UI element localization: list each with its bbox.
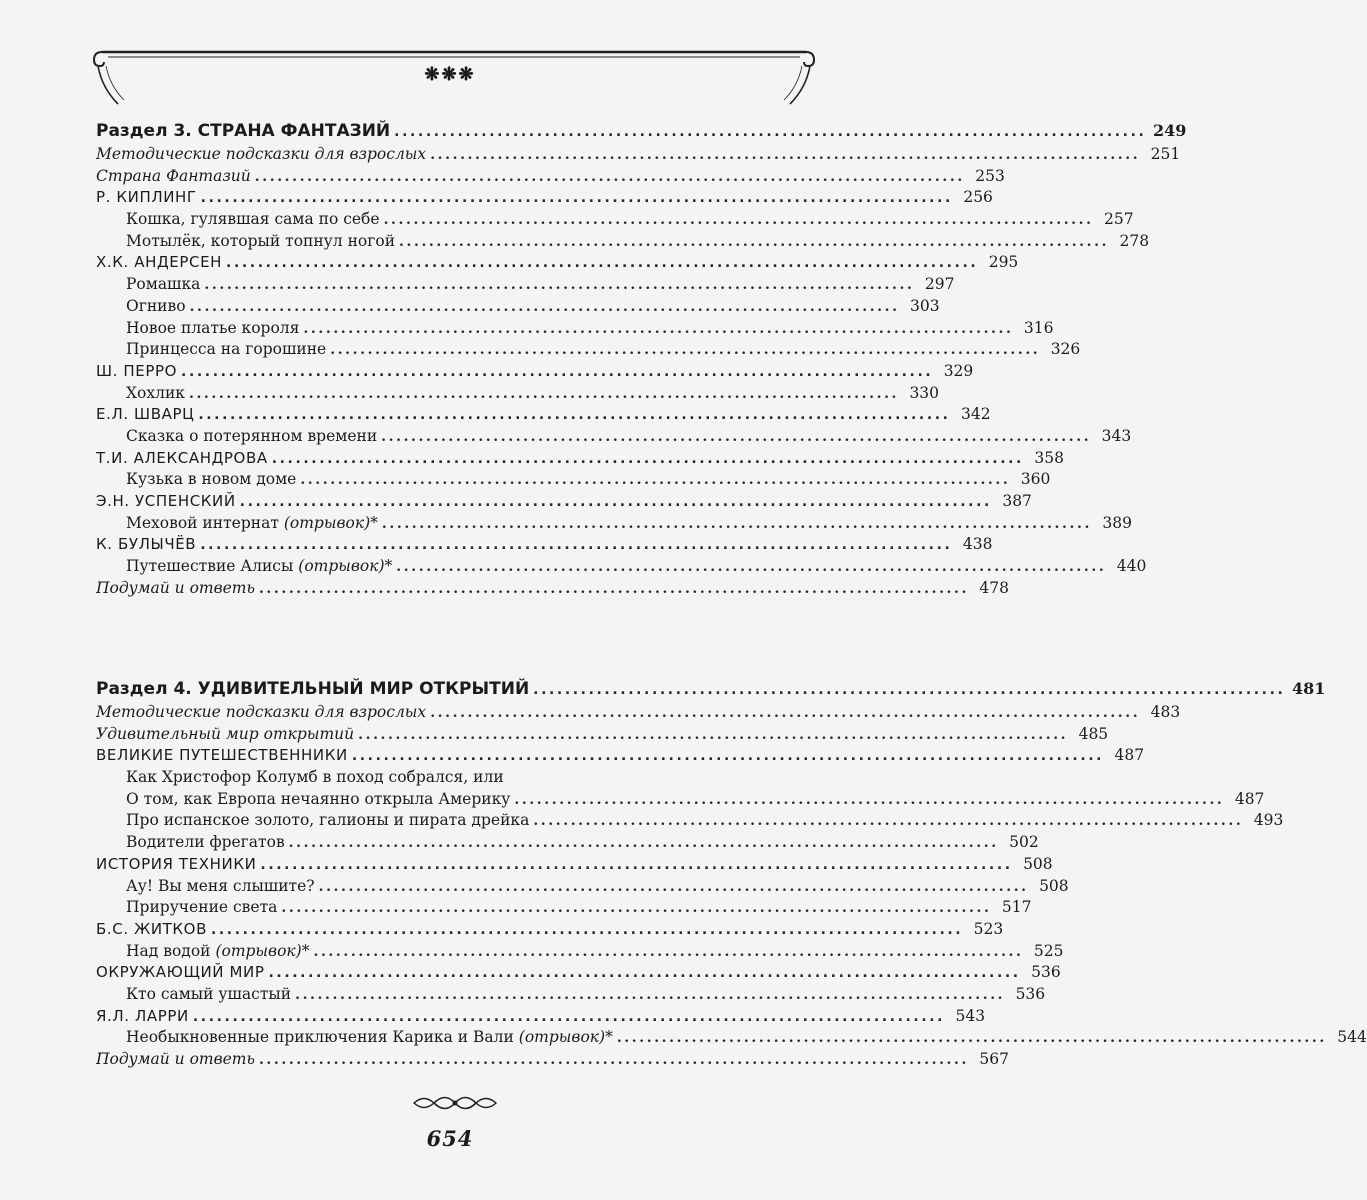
entry-title-text: Ромашка xyxy=(126,275,201,294)
toc-story-entry[interactable] xyxy=(96,318,1054,340)
entry-title xyxy=(96,361,177,383)
page-ref: 508 xyxy=(1023,854,1053,873)
entry-title-text: Новое платье короля xyxy=(126,318,300,337)
entry-title-text: Подумай и ответь xyxy=(96,1050,255,1068)
dot-leader: ............................................................................................... xyxy=(318,878,1029,895)
dot-leader: ............................................................................................... xyxy=(330,342,1041,359)
page-ref: 525 xyxy=(1033,941,1064,960)
dot-leader: ............................................................................................... xyxy=(303,320,1014,337)
entry-title-text: Ш. ПЕРРО xyxy=(96,361,178,380)
toc-story-entry[interactable] xyxy=(96,832,1039,854)
entry-title xyxy=(96,252,222,274)
dot-leader: ............................................................................................... xyxy=(200,537,953,554)
entry-title-text: Я.Л. ЛАРРИ xyxy=(96,1006,189,1025)
entry-note: (отрывок)* xyxy=(298,557,393,576)
entry-title-text: Е.Л. ШВАРЦ xyxy=(96,405,195,424)
toc-author-entry[interactable] xyxy=(96,854,1053,876)
entry-title-text: Ау! Вы меня слышите? xyxy=(126,876,315,895)
dot-leader: ............................................................................................... xyxy=(258,1052,969,1068)
dot-leader: ............................................................................................... xyxy=(204,277,915,294)
page-ref: 329 xyxy=(943,361,974,380)
toc-story-entry[interactable] xyxy=(96,209,1134,231)
entry-title xyxy=(96,702,426,724)
page-ref: 360 xyxy=(1020,470,1051,489)
toc-story-entry[interactable] xyxy=(96,897,1032,919)
toc-section-entry[interactable] xyxy=(96,144,1181,166)
entry-title-text: Р. КИПЛИНГ xyxy=(96,188,197,207)
dot-leader: ............................................................................................... xyxy=(300,472,1011,489)
dot-leader: ............................................................................................... xyxy=(295,986,1006,1003)
entry-title-text: Удивительный мир открытий xyxy=(96,724,355,743)
dot-leader: ............................................................................................... xyxy=(260,856,1013,873)
dot-leader: ............................................................................................... xyxy=(351,748,1105,765)
toc-story-entry[interactable] xyxy=(96,984,1046,1006)
entry-title xyxy=(126,767,504,789)
dot-leader: ............................................................................................... xyxy=(358,726,1069,743)
entry-title-text: Меховой интернат xyxy=(126,513,279,532)
dot-leader: ............................................................................................... xyxy=(430,147,1141,163)
dot-leader: ............................................................................................... xyxy=(396,559,1107,576)
dot-leader: ............................................................................................... xyxy=(198,407,951,424)
section-title: Раздел 3. СТРАНА ФАНТАЗИЙ xyxy=(96,121,391,141)
header-ornament-glyphs: ❋❋❋ xyxy=(424,64,476,85)
entry-title-text: Необыкновенные приключения Карика и Вали xyxy=(126,1028,514,1047)
toc-story-entry[interactable] xyxy=(96,339,1081,361)
page-ref: 567 xyxy=(979,1050,1009,1068)
toc-author-entry[interactable] xyxy=(96,361,974,383)
toc-story-entry[interactable] xyxy=(96,941,1064,963)
page-ref: 249 xyxy=(1153,121,1187,140)
toc-story-entry[interactable] xyxy=(96,296,940,318)
toc-section-entry[interactable] xyxy=(96,724,1109,746)
entry-title-text: Над водой xyxy=(126,941,211,960)
dot-leader: ............................................................................................... xyxy=(226,255,979,272)
entry-title-text: Методические подсказки для взрослых xyxy=(96,145,427,163)
dot-leader: ............................................................................................... xyxy=(399,233,1110,250)
page-ref: 297 xyxy=(924,275,955,294)
entry-title-text: Т.И. АЛЕКСАНДРОВА xyxy=(96,448,268,467)
entry-title xyxy=(96,491,236,513)
entry-title xyxy=(126,469,296,491)
page-ref: 478 xyxy=(979,578,1009,597)
entry-title xyxy=(126,318,299,340)
entry-title xyxy=(126,339,326,361)
entry-title-text: Б.С. ЖИТКОВ xyxy=(96,919,207,938)
entry-title xyxy=(96,448,268,470)
entry-title xyxy=(126,897,277,919)
entry-title xyxy=(96,534,196,556)
toc-story-entry[interactable] xyxy=(96,556,1147,578)
toc-story-entry[interactable] xyxy=(96,469,1051,491)
toc-story-entry[interactable] xyxy=(96,876,1069,898)
entry-title-text: Сказка о потерянном времени xyxy=(126,426,378,445)
entry-title-text: Мотылёк, который топнул ногой xyxy=(126,231,396,250)
entry-title-text: Кузька в новом доме xyxy=(126,470,297,489)
entry-title xyxy=(96,166,251,188)
entry-title xyxy=(126,209,380,231)
page-ref: 544 xyxy=(1337,1028,1367,1047)
entry-title-text: К. БУЛЫЧЁВ xyxy=(96,535,197,554)
dot-leader: ............................................................................................... xyxy=(254,168,965,185)
toc-author-entry[interactable] xyxy=(96,404,991,426)
entry-title-text: Как Христофор Колумб в поход собрался, или xyxy=(126,768,504,787)
page-ref: 326 xyxy=(1050,340,1081,359)
dot-leader: ............................................................................................... xyxy=(394,124,1147,140)
dot-leader: ............................................................................................... xyxy=(188,385,900,402)
dot-leader: ............................................................................................... xyxy=(430,705,1141,721)
page-ref: 487 xyxy=(1114,746,1145,765)
entry-title-text: Хохлик xyxy=(126,383,185,402)
page-ref: 536 xyxy=(1015,984,1046,1003)
dot-leader: ............................................................................................... xyxy=(381,515,1092,532)
page-ref: 256 xyxy=(963,188,993,207)
entry-title xyxy=(96,724,354,746)
toc-section-entry[interactable] xyxy=(96,702,1181,724)
footer-flourish-ornament xyxy=(410,1092,500,1114)
toc-author-entry[interactable] xyxy=(96,745,1145,767)
toc-section-entry[interactable] xyxy=(96,1049,1009,1071)
entry-title xyxy=(96,745,348,767)
entry-title xyxy=(126,231,395,253)
dot-leader: ............................................................................................... xyxy=(210,921,964,938)
page-ref: 342 xyxy=(961,405,991,424)
page-ref: 440 xyxy=(1116,557,1147,576)
entry-title xyxy=(96,919,207,941)
entry-title-text: Приручение света xyxy=(126,898,278,917)
entry-note: (отрывок)* xyxy=(215,941,310,960)
entry-title-text: Методические подсказки для взрослых xyxy=(96,703,427,721)
entry-title-text: Подумай и ответь xyxy=(96,578,255,597)
dot-leader: ............................................................................................... xyxy=(383,212,1094,229)
entry-title xyxy=(126,876,315,898)
entry-title xyxy=(126,1027,613,1049)
page-ref: 303 xyxy=(910,296,940,315)
page-ref: 502 xyxy=(1009,833,1039,852)
page-ref: 438 xyxy=(962,535,993,554)
entry-title xyxy=(126,513,378,535)
toc-author-entry[interactable] xyxy=(96,1006,986,1028)
entry-title xyxy=(126,941,309,963)
entry-title-text: Про испанское золото, галионы и пирата дрейка xyxy=(126,811,530,830)
dot-leader: ............................................................................................... xyxy=(281,900,992,917)
page-ref: 387 xyxy=(1002,492,1032,510)
entry-title xyxy=(96,854,256,876)
entry-title xyxy=(96,187,197,209)
entry-title xyxy=(126,383,185,405)
dot-leader: ............................................................................................... xyxy=(616,1030,1327,1047)
toc-author-entry[interactable] xyxy=(96,491,1032,513)
entry-title xyxy=(96,144,426,166)
dot-leader: ............................................................................................... xyxy=(239,494,992,510)
page-ref: 330 xyxy=(909,383,940,402)
page-ref: 536 xyxy=(1031,963,1061,982)
toc-story-entry[interactable] xyxy=(96,767,844,789)
page-ref: 295 xyxy=(988,253,1019,272)
toc-section-3 xyxy=(96,118,1187,599)
section-4-heading[interactable] xyxy=(96,676,1326,702)
dot-leader: ............................................................................................... xyxy=(533,682,1286,698)
entry-title xyxy=(126,556,392,578)
page-ref: 389 xyxy=(1102,513,1132,532)
toc-author-entry[interactable] xyxy=(96,187,993,209)
entry-title xyxy=(126,810,529,832)
entry-title-text: О том, как Европа нечаянно открыла Америку xyxy=(126,789,511,808)
dot-leader: ............................................................................................... xyxy=(189,298,900,315)
entry-title xyxy=(126,789,510,811)
entry-title xyxy=(96,1049,255,1071)
dot-leader: ............................................................................................... xyxy=(313,943,1024,960)
entry-title-text: Принцесса на горошине xyxy=(126,340,327,359)
toc-author-entry[interactable] xyxy=(96,919,1004,941)
page-ref: 523 xyxy=(973,919,1004,938)
page-ref: 251 xyxy=(1150,145,1181,163)
toc-section-entry[interactable] xyxy=(96,578,1009,600)
entry-title xyxy=(96,578,255,600)
entry-note: (отрывок)* xyxy=(518,1028,613,1047)
dot-leader: ............................................................................................... xyxy=(288,835,999,852)
dot-leader: ............................................................................................... xyxy=(271,450,1024,467)
toc-story-entry[interactable] xyxy=(96,789,1265,811)
toc-story-entry[interactable] xyxy=(96,426,1132,448)
entry-title xyxy=(126,296,186,318)
entry-title-text: Э.Н. УСПЕНСКИЙ xyxy=(96,492,236,510)
page-ref: 257 xyxy=(1104,210,1134,229)
page-ref: 343 xyxy=(1101,426,1132,445)
dot-leader: ............................................................................................... xyxy=(268,965,1021,982)
entry-title xyxy=(126,832,285,854)
toc-section-4 xyxy=(96,676,1367,1071)
entry-title-text: Путешествие Алисы xyxy=(126,557,294,576)
section-title: Раздел 4. УДИВИТЕЛЬНЫЙ МИР ОТКРЫТИЙ xyxy=(96,679,530,699)
toc-story-entry[interactable] xyxy=(96,231,1150,253)
toc-author-entry[interactable] xyxy=(96,448,1064,470)
page-ref: 316 xyxy=(1023,318,1054,337)
toc-author-entry[interactable] xyxy=(96,534,993,556)
page-ref: 483 xyxy=(1150,703,1181,721)
entry-title-text: Страна Фантазий xyxy=(96,166,251,185)
page-ref: 487 xyxy=(1234,789,1265,808)
entry-title xyxy=(96,1006,189,1028)
entry-title-text: Кто самый ушастый xyxy=(126,984,292,1003)
page-ref: 278 xyxy=(1119,231,1150,250)
page-ref: 358 xyxy=(1034,448,1064,467)
entry-title-text: ОКРУЖАЮЩИЙ МИР xyxy=(96,963,265,982)
page-ref: 517 xyxy=(1001,898,1032,917)
page-ref: 481 xyxy=(1292,679,1326,698)
dot-leader: ............................................................................................... xyxy=(200,190,953,207)
entry-title xyxy=(96,404,194,426)
page-ref: 253 xyxy=(975,166,1005,185)
section-3-heading[interactable] xyxy=(96,118,1187,144)
dot-leader: ............................................................................................... xyxy=(381,428,1092,445)
entry-title-text: Водители фрегатов xyxy=(126,833,285,852)
toc-author-entry[interactable] xyxy=(96,962,1061,984)
page-ref: 508 xyxy=(1039,876,1069,895)
toc-story-entry[interactable] xyxy=(96,1027,1367,1049)
toc-story-entry[interactable] xyxy=(96,810,1284,832)
dot-leader: ............................................................................................... xyxy=(192,1008,946,1025)
entry-title xyxy=(126,426,377,448)
toc-story-entry[interactable] xyxy=(96,513,1132,535)
page-number: 654 xyxy=(426,1126,474,1151)
dot-leader: ............................................................................................... xyxy=(181,363,934,380)
entry-title xyxy=(96,962,264,984)
entry-title xyxy=(126,274,200,296)
page-ref: 543 xyxy=(955,1006,986,1025)
page-ref: 485 xyxy=(1078,724,1109,743)
entry-title-text: ИСТОРИЯ ТЕХНИКИ xyxy=(96,854,257,873)
entry-title-text: Кошка, гулявшая сама по себе xyxy=(126,210,380,229)
page-ref: 493 xyxy=(1253,811,1284,830)
entry-title-text: ВЕЛИКИЕ ПУТЕШЕСТВЕННИКИ xyxy=(96,746,348,765)
entry-title xyxy=(126,984,291,1006)
entry-title-text: Огниво xyxy=(126,296,186,315)
toc-story-entry[interactable] xyxy=(96,274,955,296)
toc-section-entry[interactable] xyxy=(96,166,1005,188)
entry-title-text: Х.К. АНДЕРСЕН xyxy=(96,253,223,272)
toc-story-entry[interactable] xyxy=(96,383,940,405)
dot-leader: ............................................................................................... xyxy=(258,580,969,597)
dot-leader: ............................................................................................... xyxy=(533,813,1244,830)
toc-author-entry[interactable] xyxy=(96,252,1019,274)
dot-leader: ............................................................................................... xyxy=(514,791,1225,808)
entry-note: (отрывок)* xyxy=(283,513,378,532)
